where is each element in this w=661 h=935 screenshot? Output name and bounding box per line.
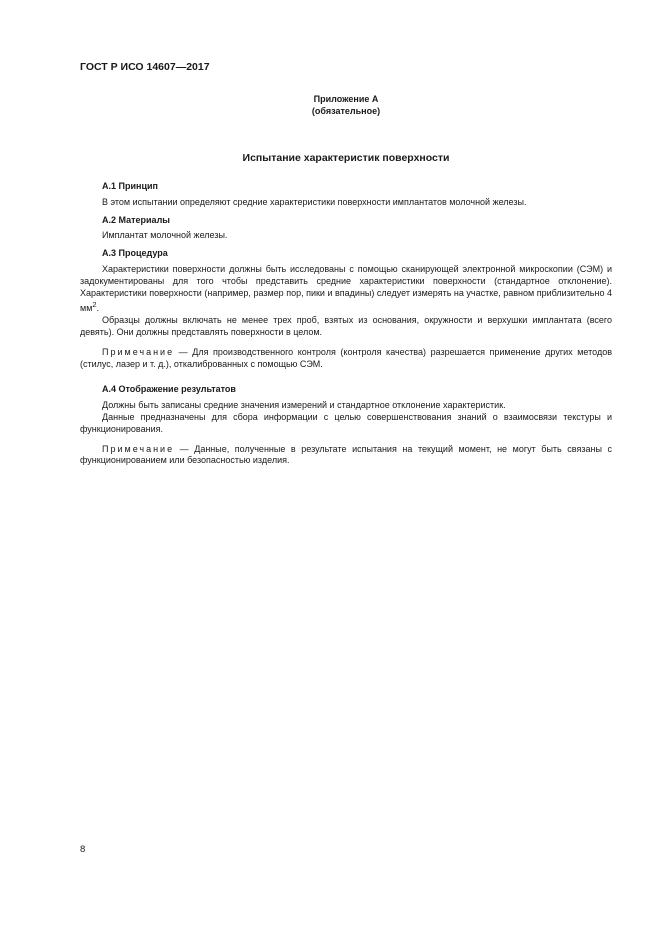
page-number: 8 [80, 844, 86, 855]
section-a3-note [80, 347, 612, 371]
appendix-title: Испытание характеристик поверхности [242, 152, 450, 164]
note-label: Примечание [102, 346, 175, 357]
paragraph-end: . [96, 303, 100, 314]
note-text: — Для производственного контроля (контроля качества) разрешается применение других методов (стилус, лазер и т. д.), откалиброванных с помощью СЭМ. [80, 346, 612, 369]
section-a2-text: Имплантат молочной железы. [102, 230, 228, 241]
appendix-kind: (обязательное) [311, 106, 381, 116]
section-a3-heading: А.3 Процедура [102, 248, 168, 259]
document-body [80, 181, 612, 467]
note-text: — Данные, полученные в результате испытания на текущий момент, не могут быть связаны с функционированием или безопасностью изделия. [80, 443, 612, 466]
section-a4-paragraph-2: Данные предназначены для сбора информации с целью совершенствования знаний о взаимосвязи текстуры и функционирования. [80, 411, 612, 434]
section-a1-text: В этом испытании определяют средние характеристики поверхности имплантатов молочной железы. [102, 196, 527, 207]
standard-designation: ГОСТ Р ИСО 14607—2017 [80, 61, 210, 73]
note-label: Примечание [102, 443, 175, 454]
section-a2-heading: А.2 Материалы [102, 214, 170, 225]
section-a4-note [80, 444, 612, 468]
section-a1-heading: А.1 Принцип [102, 181, 158, 191]
appendix-heading [80, 93, 612, 117]
section-a3-paragraph-1 [80, 264, 612, 315]
section-a4-paragraph-1: Должны быть записаны средние значения измерений и стандартное отклонение характеристик. [102, 400, 506, 411]
superscript: 2 [92, 300, 97, 310]
section-a4-heading: А.4 Отображение результатов [102, 384, 236, 395]
paragraph-text: Характеристики поверхности должны быть исследованы с помощью сканирующей электронной микроскопии (СЭМ) и задокументированы для того чтобы представить средние характеристики поверхности (стандартное отклонение). Характеристики поверхности (например, размер пор, пики и впадины) следует измерять на участке, равном приблизительно 4 мм [80, 263, 612, 314]
appendix-label: Приложение А [313, 94, 379, 104]
section-a3-paragraph-2: Образцы должны включать не менее трех проб, взятых из основания, окружности и верхушки имплантата (всего девять). Они должны представлять поверхности в целом. [80, 315, 612, 337]
